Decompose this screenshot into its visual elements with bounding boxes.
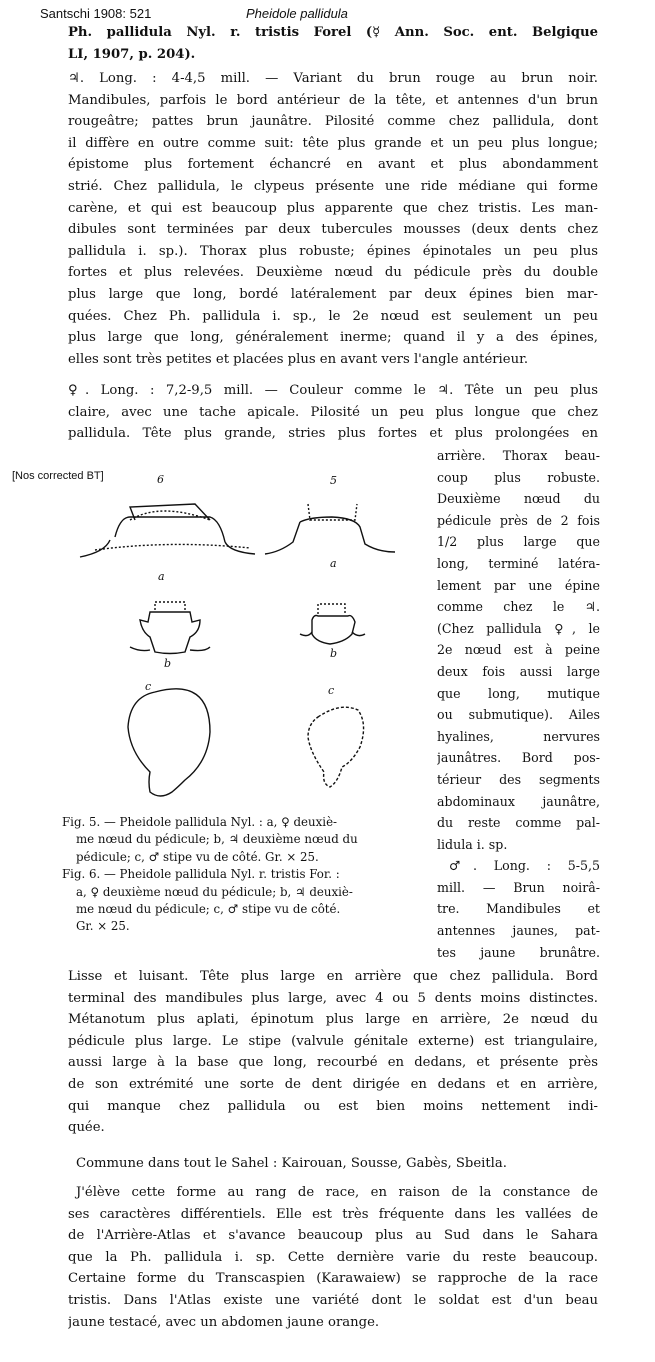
text-line: de l'Arrière-Atlas et s'avance beaucoup plus au Sud dans le Sahara — [68, 1228, 598, 1244]
text-line: elles sont très petites et placées plus en avant vers l'angle antérieur. — [68, 351, 529, 367]
text-line: ou submutique). Ailes — [437, 707, 600, 723]
text-line: plus large que long, généralement inerme; quand il y a des épines, — [68, 330, 598, 346]
text-line: que long, mutique — [437, 685, 600, 701]
fig6b-drawing — [130, 602, 210, 654]
text-line: qui manque chez pallidula ou est bien moins nettement indi- — [68, 1098, 598, 1114]
figure-row-label: b — [330, 647, 338, 660]
text-line: Ph. pallidula Nyl. r. tristis Forel (☿ Ann. Soc. ent. Belgique — [68, 25, 598, 40]
figure-drawings — [60, 462, 420, 807]
editor-note: [Nos corrected BT] — [12, 470, 104, 482]
text-line: jaune testacé, avec un abdomen jaune orange. — [68, 1314, 380, 1330]
text-line: il diffère en outre comme suit: tête plus grande et un peu plus longue; — [68, 135, 598, 151]
right-column-text — [437, 445, 600, 963]
text-line: lidula i. sp. — [437, 836, 508, 852]
text-line: J'élève cette forme au rang de race, en raison de la constance de — [76, 1185, 598, 1200]
text-line: Métanotum plus aplati, épinotum plus large en arrière, 2e nœud du — [68, 1012, 598, 1028]
text-line: pallidula i. sp.). Thorax plus robuste; épines épinotales un peu plus — [68, 243, 598, 259]
text-line: long, terminé latéra- — [437, 555, 600, 571]
locality-paragraph — [68, 1153, 598, 1175]
figure-caption — [62, 814, 414, 936]
text-line: du reste comme pal- — [437, 815, 600, 831]
fig6c-drawing — [128, 689, 210, 796]
text-line: tristis. Dans l'Atlas existe une variété dont le soldat est d'un beau — [68, 1292, 598, 1308]
text-line: deux fois aussi large — [437, 663, 600, 679]
text-line: ♂. Long. : 5-5,5 — [449, 858, 600, 874]
text-line: quée. — [68, 1120, 105, 1136]
text-line: Commune dans tout le Sahel : Kairouan, Sousse, Gabès, Sbeitla. — [76, 1156, 507, 1171]
text-line: ♀. Long. : 7,2-9,5 mill. — Couleur comme le ♃. Tête un peu plus — [68, 383, 598, 398]
text-line: pédicule plus large. Le stipe (valvule génitale externe) est triangulaire, — [68, 1033, 598, 1049]
text-line: aussi large à la base que long, recourbé en dedans, et présente près — [68, 1055, 598, 1071]
caption-line: me nœud du pédicule; b, ♃ deuxième nœud du — [76, 832, 358, 847]
text-line: Certaine forme du Transcaspien (Karawaiew) se rapproche de la race — [68, 1271, 598, 1287]
text-line: terminal des mandibules plus large, avec 4 ou 5 dents moins distinctes. — [68, 990, 598, 1006]
text-line: mill. — Brun noirâ- — [437, 879, 600, 895]
text-line: pédicule près de 2 fois — [437, 512, 600, 528]
text-line: Deuxième nœud du — [437, 491, 600, 507]
text-line: hyalines, nervures — [437, 728, 600, 744]
figure-row-label: c — [145, 680, 152, 693]
text-line: quées. Chez Ph. pallidula i. sp., le 2e nœud est seulement un peu — [68, 308, 598, 324]
text-line: 1/2 plus large que — [437, 534, 600, 550]
final-paragraph — [68, 1182, 598, 1333]
figure-column-label: 5 — [330, 474, 337, 487]
text-line: carène, et qui est beaucoup plus apparente que chez tristis. Les man- — [68, 200, 598, 216]
text-line: rougeâtre; pattes brun jaunâtre. Pilosité comme chez pallidula, dont — [68, 114, 598, 130]
title-block — [68, 22, 598, 65]
male-paragraph — [68, 966, 598, 1139]
text-line: ses caractères différentiels. Elle est très fréquente dans les vallées de — [68, 1206, 598, 1222]
text-line: LI, 1907, p. 204). — [68, 46, 196, 62]
text-line: que la Ph. pallidula i. sp. Cette dernière varie du reste beaucoup. — [68, 1249, 598, 1265]
caption-line: me nœud du pédicule; c, ♂ stipe vu de côté. — [76, 901, 341, 916]
caption-line: Fig. 6. — Pheidole pallidula Nyl. r. tristis For. : — [62, 867, 340, 882]
text-line: 2e nœud est à peine — [437, 642, 600, 658]
caption-line: Fig. 5. — Pheidole pallidula Nyl. : a, ♀ deuxiè- — [62, 815, 338, 829]
text-line: fortes et plus relevées. Deuxième nœud du pédicule près du double — [68, 265, 598, 281]
caption-line: a, ♀ deuxième nœud du pédicule; b, ♃ deuxiè- — [76, 884, 353, 899]
text-line: (Chez pallidula ♀, le — [437, 620, 600, 636]
text-line: coup plus robuste. — [437, 469, 600, 485]
text-line: arrière. Thorax beau- — [437, 448, 600, 463]
text-line: tre. Mandibules et — [437, 901, 600, 917]
text-line: dibules sont terminées par deux tubercules mousses (deux dents chez — [68, 222, 598, 238]
text-line: pallidula. Tête plus grande, stries plus fortes et plus prolongées en — [68, 426, 598, 442]
fig5a-drawing — [265, 504, 395, 554]
text-line: tes jaune brunâtre. — [437, 944, 600, 960]
figure-row-label: a — [158, 570, 165, 583]
fig6a-drawing — [80, 504, 255, 557]
fig5b-drawing — [300, 604, 365, 644]
text-line: Mandibules, parfois le bord antérieur de la tête, et antennes d'un brun — [68, 92, 598, 108]
species-header: Pheidole pallidula — [246, 6, 348, 21]
figure-row-label: b — [164, 657, 172, 670]
text-line: épistome plus fortement échancré en avant et plus abondamment — [68, 157, 598, 173]
fig5c-drawing — [308, 707, 364, 787]
text-line: ♃. Long. : 4-4,5 mill. — Variant du brun rouge au brun noir. — [68, 71, 598, 86]
caption-line: pédicule; c, ♂ stipe vu de côté. Gr. × 25. — [76, 849, 319, 864]
text-line: claire, avec une tache apicale. Pilosité un peu plus longue que chez — [68, 404, 598, 420]
queen-paragraph — [68, 380, 598, 445]
figure-column-label: 6 — [157, 473, 164, 486]
text-line: de son extrémité une sorte de dent dirigée en dedans et en arrière, — [68, 1076, 598, 1092]
figure-row-label: c — [328, 684, 335, 697]
text-line: Lisse et luisant. Tête plus large en arrière que chez pallidula. Bord — [68, 969, 598, 984]
citation-header: Santschi 1908: 521 — [40, 6, 152, 21]
text-line: plus large que long, bordé latéralement par deux épines bien mar- — [68, 286, 598, 302]
text-line: térieur des segments — [437, 771, 600, 787]
caption-line: Gr. × 25. — [76, 919, 130, 934]
soldier-paragraph — [68, 68, 598, 370]
figure-row-label: a — [330, 557, 337, 570]
text-line: antennes jaunes, pat- — [437, 923, 600, 939]
text-line: lement par une épine — [437, 577, 600, 593]
text-line: strié. Chez pallidula, le clypeus présente une ride médiane qui forme — [68, 178, 598, 194]
text-line: jaunâtres. Bord pos- — [437, 750, 600, 766]
text-line: comme chez le ♃. — [437, 599, 600, 615]
text-line: abdominaux jaunâtre, — [437, 793, 600, 809]
